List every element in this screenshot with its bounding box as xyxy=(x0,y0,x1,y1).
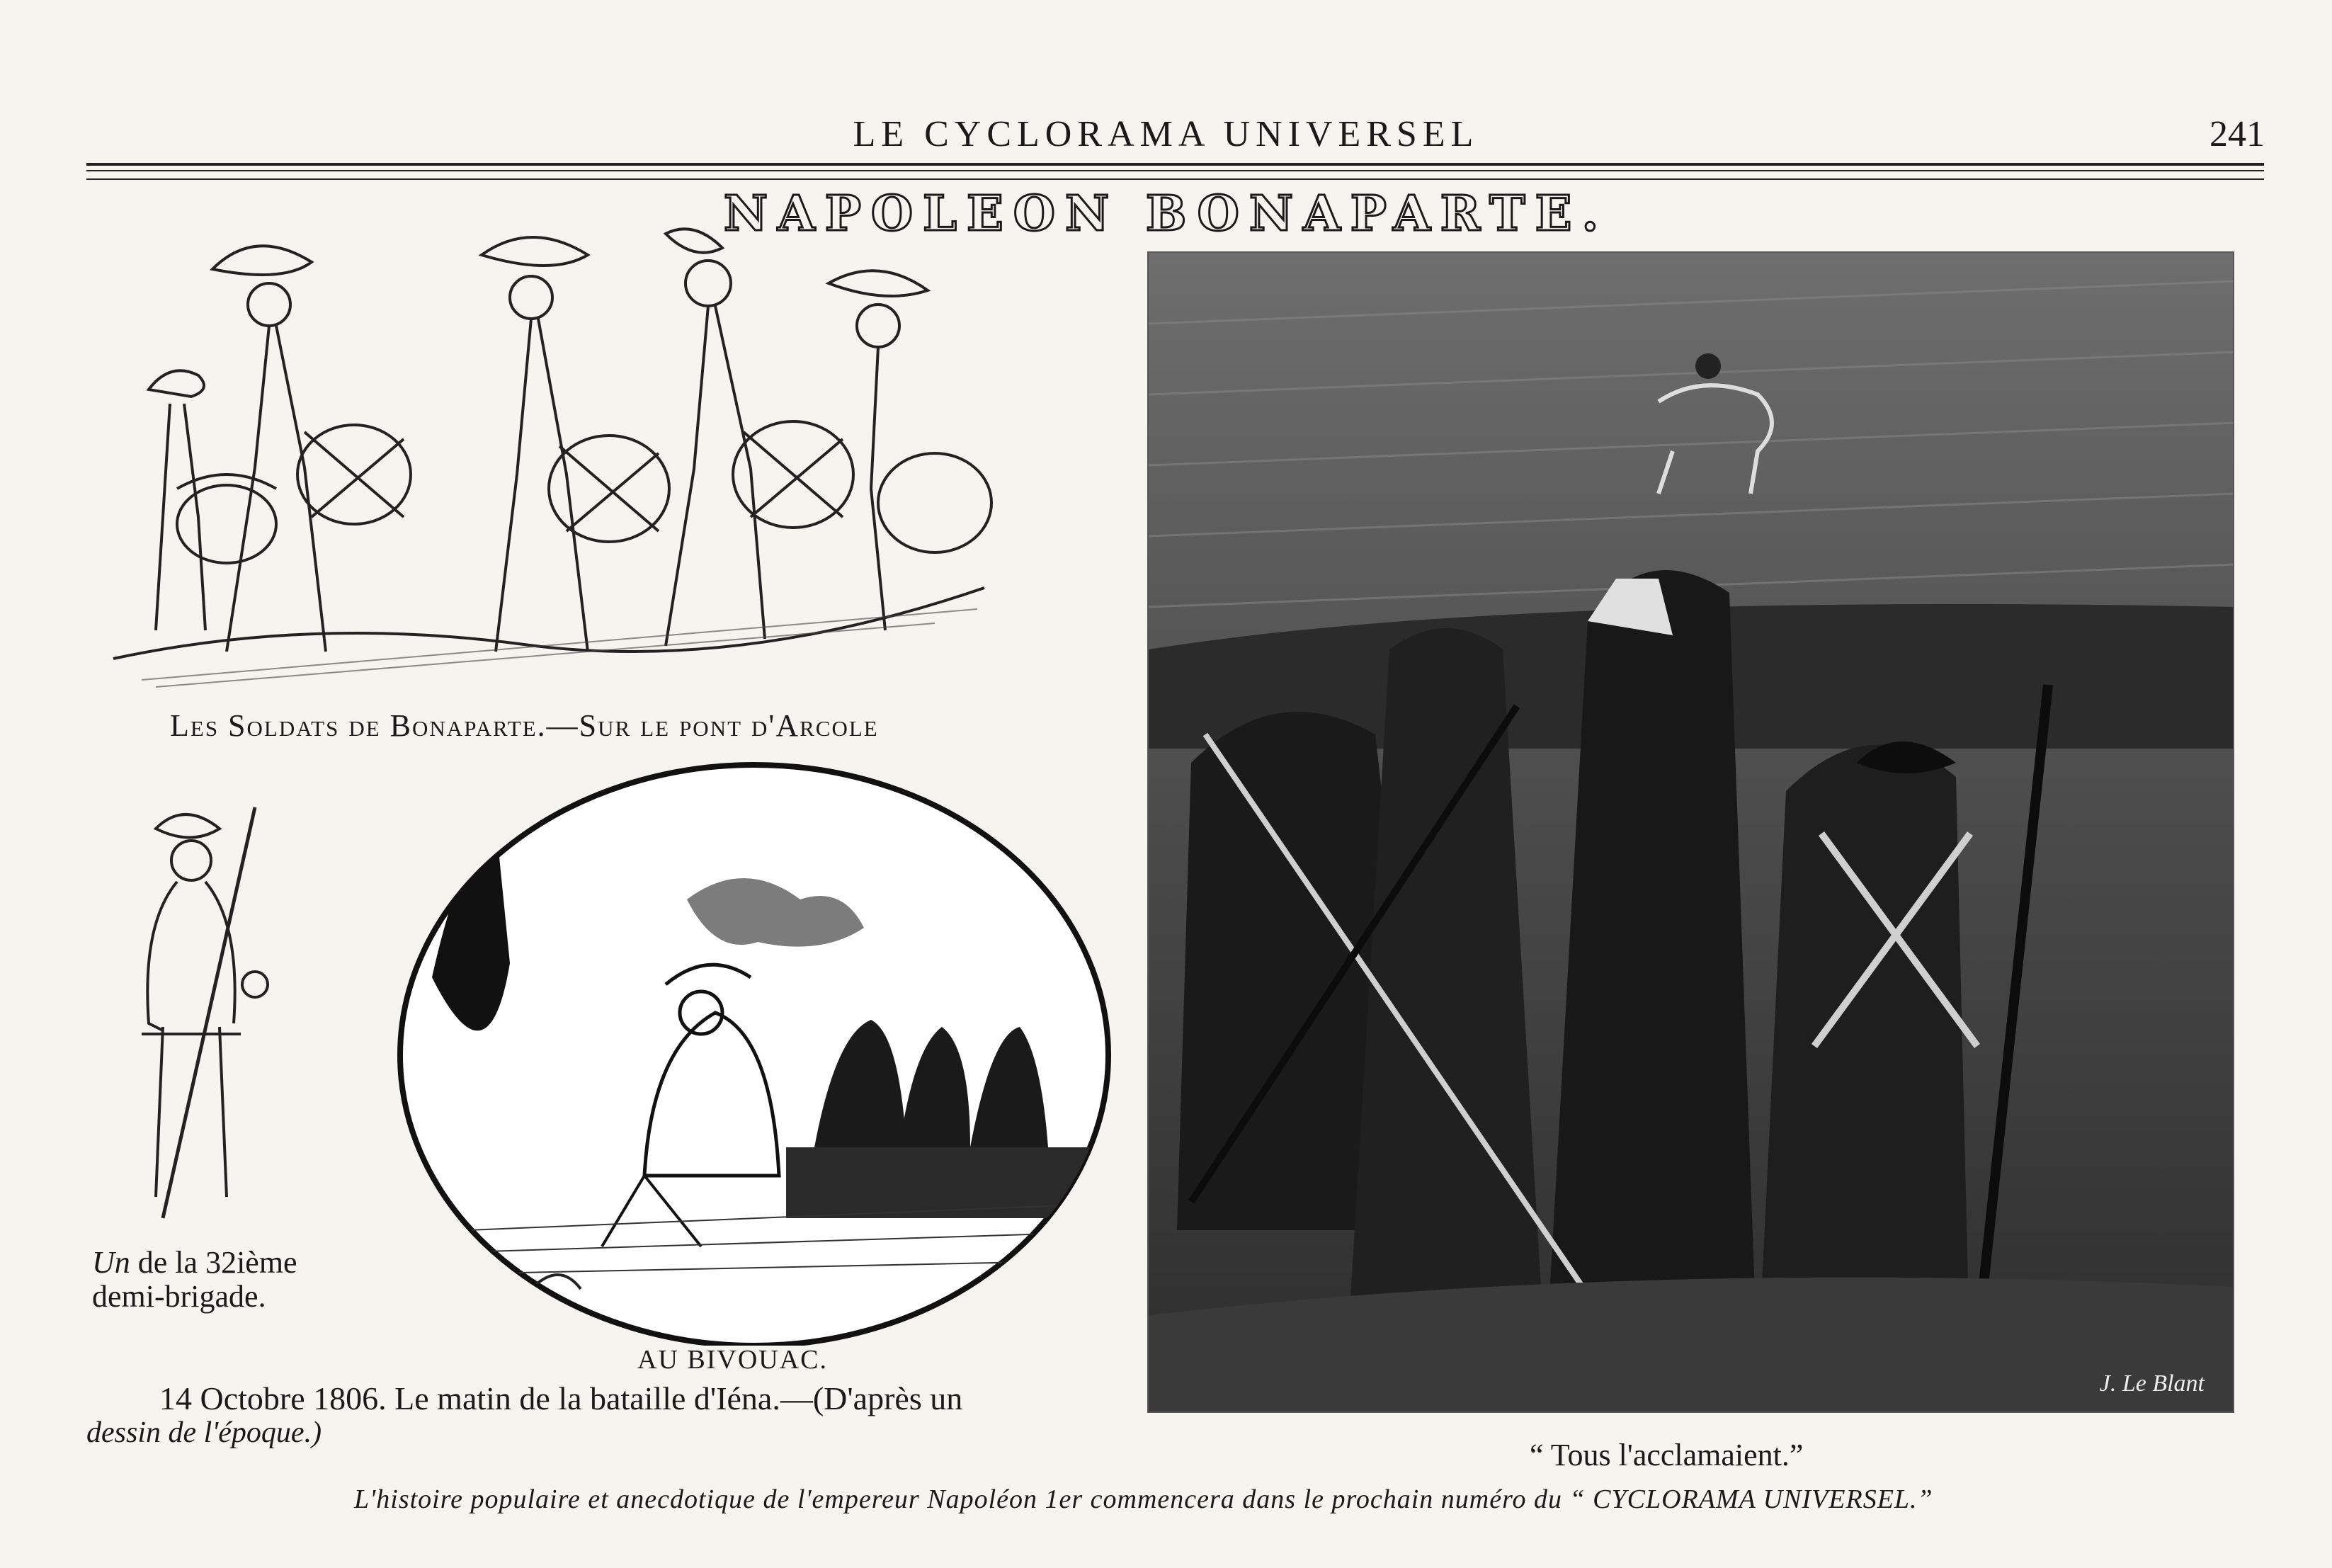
soldier-caption-2 xyxy=(92,1279,266,1314)
footer-notice: L'histoire populaire et anecdotique de l'empereur Napoléon 1er commencera dans le prochain numéro du “ CYCLORAMA UNIVERSEL.” xyxy=(354,1484,1933,1514)
drummers-caption xyxy=(170,708,879,744)
page-number: 241 xyxy=(2209,114,2265,154)
header-rule-thin xyxy=(86,170,2264,171)
soldier-caption-em: Un xyxy=(92,1245,130,1280)
header-rule-thin-2 xyxy=(86,178,2264,180)
bivouac-caption-text: 14 Octobre 1806. Le matin de la bataille d'Iéna.—(D'après un xyxy=(159,1380,963,1416)
soldier-caption-line2: demi-brigade. xyxy=(92,1279,266,1314)
battle-caption: “ Tous l'acclamaient.” xyxy=(1530,1438,1804,1472)
battle-illustration xyxy=(1147,251,2234,1413)
drummers-caption-text: Les Soldats de Bonaparte.—Sur le pont d'Arcole xyxy=(170,708,879,743)
bivouac-caption xyxy=(159,1381,962,1416)
soldier-illustration xyxy=(92,793,297,1225)
battle-signature: J. Le Blant xyxy=(2099,1370,2205,1397)
drummers-illustration xyxy=(99,220,1020,701)
header-rule xyxy=(86,163,2264,166)
bivouac-caption-line2: dessin de l'époque.) xyxy=(86,1416,322,1449)
bivouac-caption-2 xyxy=(86,1415,322,1450)
page-title: NAPOLEON BONAPARTE. xyxy=(723,186,1609,242)
bivouac-illustration xyxy=(389,751,1119,1346)
soldier-caption-line1: de la 32ième xyxy=(137,1245,297,1280)
soldier-caption xyxy=(92,1245,297,1280)
bivouac-label: AU BIVOUAC. xyxy=(637,1345,828,1375)
running-title: LE CYCLORAMA UNIVERSEL xyxy=(853,114,1479,154)
